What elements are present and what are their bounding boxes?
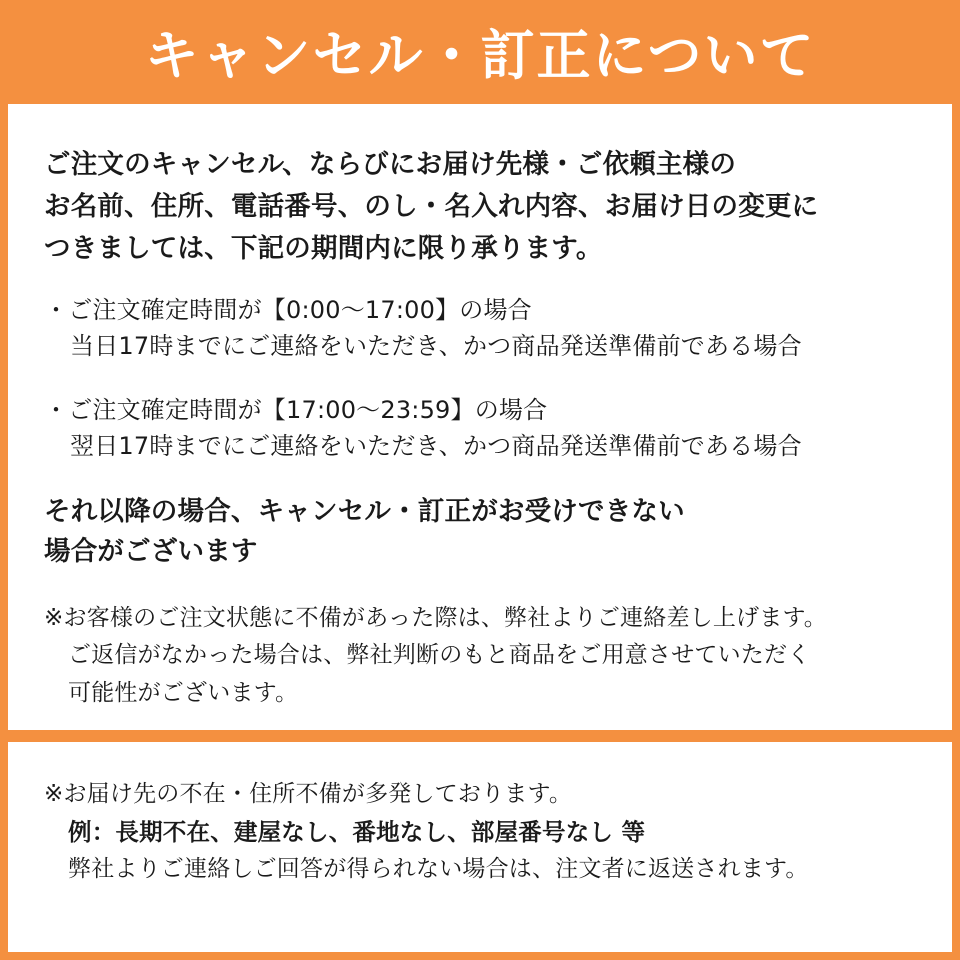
lead-line-1: ご注文のキャンセル、ならびにお届け先様・ご依頼主様の: [44, 149, 737, 180]
condition-1-marker: ・: [44, 295, 69, 324]
condition-2-detail: 翌日17時までにご連絡をいただき、かつ商品発送準備前である場合: [70, 431, 802, 460]
emphasis-line-2: 場合がございます: [44, 535, 258, 567]
lead-paragraph: [44, 144, 916, 270]
condition-2-heading-text: ご注文確定時間が【17:00〜23:59】の場合: [68, 395, 548, 424]
condition-1-heading: [44, 292, 916, 328]
lead-line-2: お名前、住所、電話番号、のし・名入れ内容、お届け日の変更に: [44, 190, 819, 222]
lead-line-3: つきましては、下記の期間内に限り承ります。: [44, 232, 603, 264]
note-line-1: ※お客様のご注文状態に不備があった際は、弊社よりご連絡差し上げます。: [44, 605, 828, 632]
condition-1-detail: 当日17時までにご連絡をいただき、かつ商品発送準備前である場合: [70, 331, 802, 360]
condition-2-heading: [44, 392, 916, 428]
condition-2-marker: ・: [44, 395, 69, 424]
page-title: キャンセル・訂正について: [144, 24, 816, 87]
condition-1-heading-text: ご注文確定時間が【0:00〜17:00】の場合: [68, 295, 532, 324]
condition-item-2: [44, 392, 916, 464]
bottom-line-1: ※お届け先の不在・住所不備が多発しております。: [44, 781, 573, 807]
condition-item-1: [44, 292, 916, 364]
emphasis-line-1: それ以降の場合、キャンセル・訂正がお受けできない: [44, 495, 685, 527]
note-paragraph: [44, 600, 916, 712]
bottom-line-2: 例：長期不在、建屋なし、番地なし、部屋番号なし 等: [68, 818, 646, 847]
note-line-2: ご返信がなかった場合は、弊社判断のもと商品をご用意させていただく: [68, 642, 811, 669]
page-header: [8, 8, 952, 104]
bottom-line-3: 弊社よりご連絡しご回答が得られない場合は、注文者に返送されます。: [68, 856, 809, 883]
panel-divider: [8, 730, 952, 742]
notice-inner: [8, 8, 952, 952]
main-panel: [8, 104, 952, 730]
emphasis-paragraph: [44, 492, 916, 573]
note-line-3: 可能性がございます。: [68, 679, 299, 706]
bottom-panel: [8, 742, 952, 952]
